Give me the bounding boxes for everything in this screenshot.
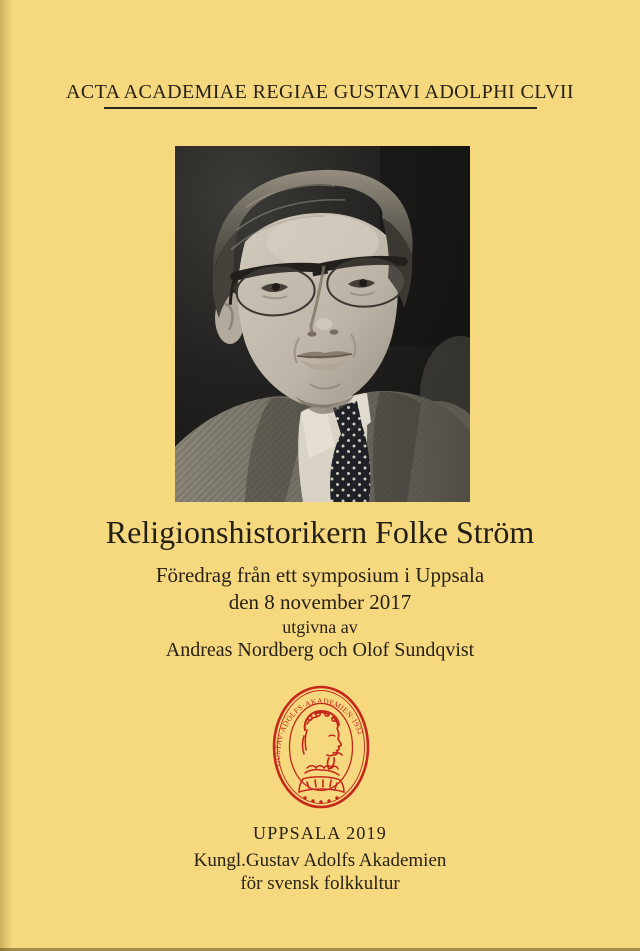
edited-by-label: utgivna av: [282, 617, 358, 637]
publisher: [0, 849, 640, 895]
series-rule-divider: [104, 107, 537, 109]
seal-ring-text: GUSTAV·ADOLFS·AKADEMIEN·1932: [272, 696, 366, 767]
book-title: Religionshistorikern Folke Ström: [105, 514, 535, 550]
portrait-photo-illustration: [175, 146, 470, 502]
publisher-line-2: för svensk folkkultur: [240, 873, 400, 894]
publisher-line-1: Kungl.Gustav Adolfs Akademien: [193, 850, 447, 871]
scan-edge-shadow-left: [0, 0, 12, 951]
portrait-photo: [175, 146, 470, 502]
book-subtitle: [0, 562, 640, 616]
series-title: ACTA ACADEMIAE REGIAE GUSTAVI ADOLPHI CLVII: [66, 81, 574, 103]
gustav-adolfs-akademien-seal-icon: [271, 684, 371, 810]
subtitle-line-2: den 8 november 2017: [228, 590, 412, 614]
subtitle-line-1: Föredrag från ett symposium i Uppsala: [155, 563, 485, 587]
imprint-city-year: UPPSALA 2019: [253, 823, 387, 843]
editors-names: Andreas Nordberg och Olof Sundqvist: [165, 639, 475, 661]
